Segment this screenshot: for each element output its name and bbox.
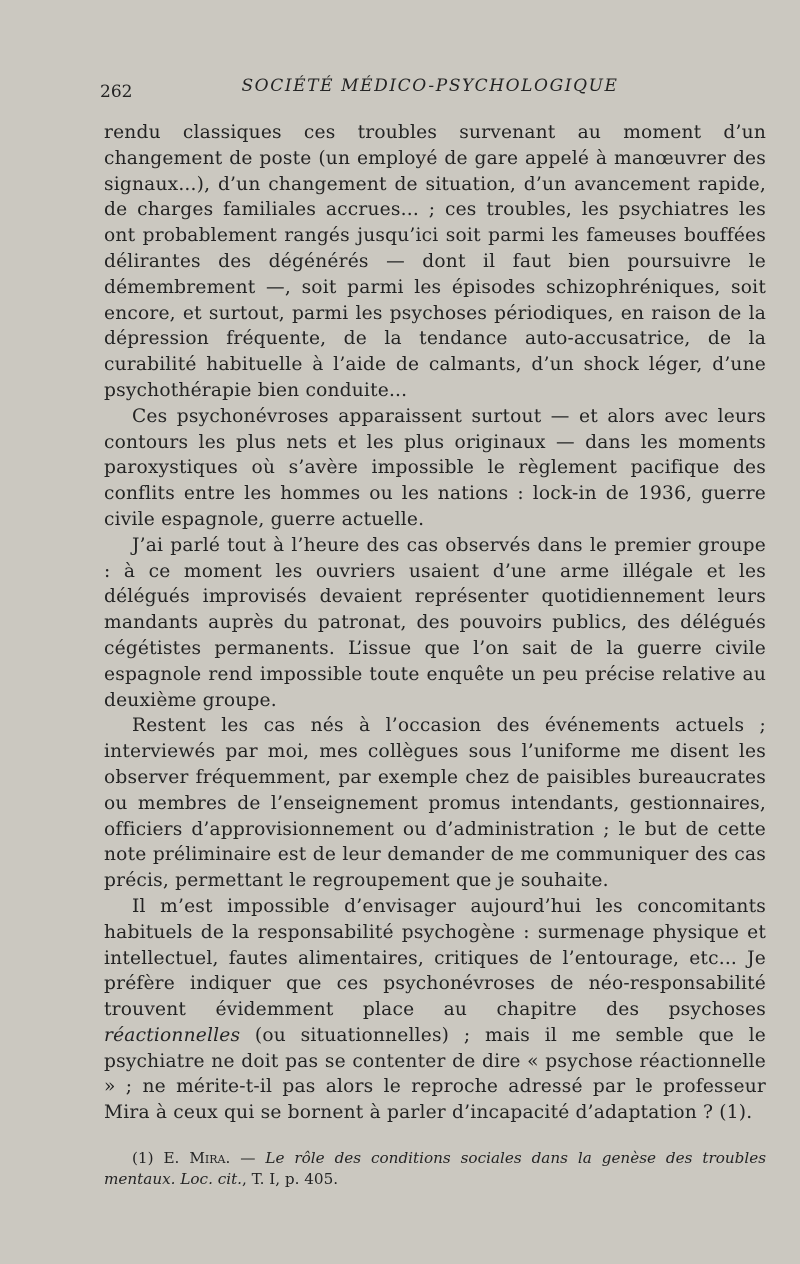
footnote-dash: . — [225, 1149, 266, 1167]
footnote [104, 1148, 766, 1190]
paragraph-2: Ces psychonévroses apparaissent surtout — et alors avec leurs contours les plus nets et les plus originaux — dans les moments paroxystiques où s’avère impossible le règlement pacifique des conflits entre les hommes ou les nations : lock-in de 1936, guerre civile espagnole, guerre actuelle. [104, 405, 766, 530]
footnote-marker: (1) E. [132, 1149, 180, 1167]
paragraph-4: Restent les cas nés à l’occasion des événements actuels ; interviewés par moi, mes collègues sous l’uniforme me disent les observer fréquemment, par exemple chez de paisibles bureaucrates ou membres de l’enseignement promus intendants, gestionnaires, officiers d’approvisionnement ou d’administration ; le but de cette note préliminaire est de leur demander de me communiquer des cas précis, permettant le regroupement que je souhaite. [104, 715, 766, 892]
paragraph-5-italic-term: réactionnelles [104, 1024, 241, 1046]
body-text [104, 120, 766, 1126]
page-header [100, 76, 760, 106]
paragraph-1: rendu classiques ces troubles survenant au moment d’un changement de poste (un employé de gare appelé à manœuvrer des signaux...), d’un changement de situation, d’un avancement rapide, de charges familiales accrues... ; ces troubles, les psychiatres les ont probablement rangés jusqu’ici soit parmi les fameuses bouffées délirantes des dégénérés — dont il faut bien poursuivre le démembrement —, soit parmi les épisodes schizophréniques, soit encore, et surtout, parmi les psychoses périodiques, en raison de la dépression fréquente, de la tendance auto-accusatrice, de la curabilité habituelle à l’aide de calmants, d’un shock léger, d’une psychothérapie bien conduite... [104, 122, 766, 401]
paragraph-3: J’ai parlé tout à l’heure des cas observés dans le premier groupe : à ce moment les ouvriers usaient d’une arme illégale et les délégués improvisés devaient représenter quotidiennement leurs mandants auprès du patronat, des pouvoirs publics, des délégués cégétistes permanents. L’issue que l’on sait de la guerre civile espagnole rend impossible toute enquête un peu précise relative au deuxième groupe. [104, 534, 766, 711]
footnote-author: Mira [189, 1149, 226, 1167]
page-number: 262 [100, 82, 133, 102]
running-title: SOCIÉTÉ MÉDICO-PSYCHOLOGIQUE [241, 76, 619, 96]
footnote-title: Le rôle des conditions sociales dans la genèse des troubles mentaux. Loc. cit. [104, 1149, 767, 1188]
paragraph-5 [104, 894, 766, 1126]
paragraph-5-end: (ou situationnelles) ; mais il me semble que le psychiatre ne doit pas se contenter de dire « psychose réactionnelle » ; ne mérite-t-il pas alors le reproche adressé par le professeur Mira à ceux qui se bornent à parler d’incapacité d’adaptation ? (1). [104, 1024, 766, 1124]
paragraph-5-start: Il m’est impossible d’envisager aujourd’hui les concomitants habituels de la responsabilité psychogène : surmenage physique et intellectuel, fautes alimentaires, critiques de l’entourage, etc... Je préfère indiquer que ces psychonévroses de néo-responsabilité trouvent évidemment place au chapitre des psychoses [104, 895, 766, 1021]
footnote-reference: , T. I, p. 405. [242, 1170, 339, 1188]
